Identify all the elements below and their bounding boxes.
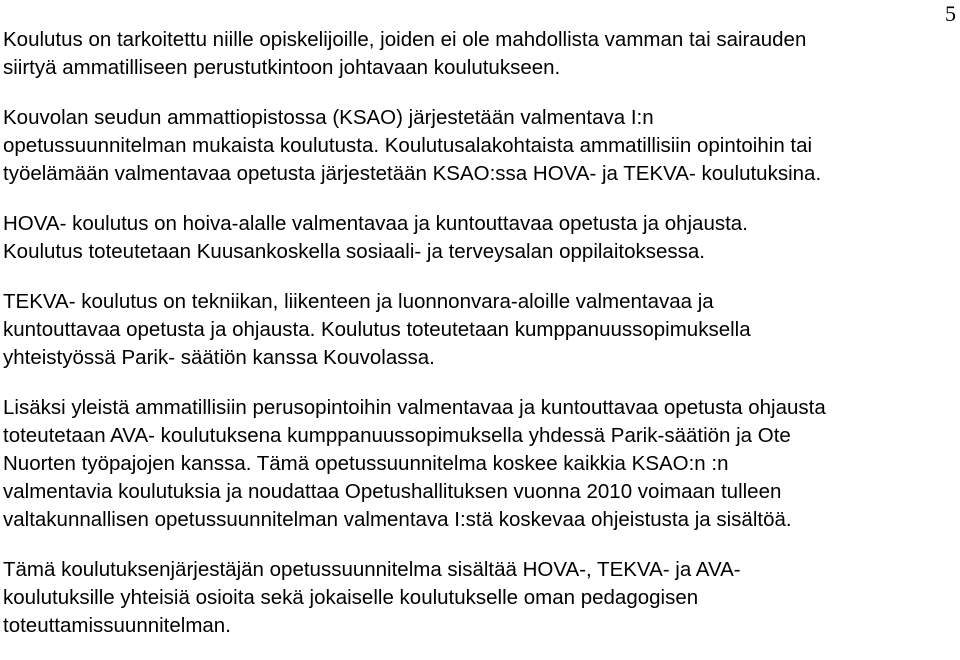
- text-line: Koulutus toteutetaan Kuusankoskella sosiaali- ja terveysalan oppilaitoksessa.: [3, 240, 705, 263]
- paragraph-6: [3, 556, 953, 640]
- text-line: toteuttamissuunnitelman.: [3, 614, 231, 637]
- text-line: Tämä koulutuksenjärjestäjän opetussuunnitelma sisältää HOVA-, TEKVA- ja AVA-: [3, 558, 741, 581]
- paragraph-1: [3, 26, 953, 82]
- text-line: TEKVA- koulutus on tekniikan, liikenteen ja luonnonvara-aloille valmentavaa ja: [3, 290, 714, 313]
- paragraph-2: [3, 104, 953, 188]
- text-line: kuntouttavaa opetusta ja ohjausta. Koulutus toteutetaan kumppanuussopimuksella: [3, 318, 751, 341]
- text-line: opetussuunnitelman mukaista koulutusta. Koulutusalakohtaista ammatillisiin opintoihin tai: [3, 134, 813, 157]
- paragraph-5: [3, 394, 953, 534]
- text-line: HOVA- koulutus on hoiva-alalle valmentavaa ja kuntouttavaa opetusta ja ohjausta.: [3, 212, 748, 235]
- document-body: [3, 26, 953, 640]
- text-line: työelämään valmentavaa opetusta järjestetään KSAO:ssa HOVA- ja TEKVA- koulutuksina.: [3, 162, 822, 185]
- page-number: 5: [945, 1, 956, 26]
- text-line: koulutuksille yhteisiä osioita sekä jokaiselle koulutukselle oman pedagogisen: [3, 586, 699, 609]
- text-line: toteutetaan AVA- koulutuksena kumppanuussopimuksella yhdessä Parik-säätiön ja Ote: [3, 424, 791, 447]
- text-line: Nuorten työpajojen kanssa. Tämä opetussuunnitelma koskee kaikkia KSAO:n :n: [3, 452, 729, 475]
- paragraph-3: [3, 210, 953, 266]
- text-line: Koulutus on tarkoitettu niille opiskelijoille, joiden ei ole mahdollista vamman tai sairauden: [3, 28, 807, 51]
- text-line: siirtyä ammatilliseen perustutkintoon johtavaan koulutukseen.: [3, 56, 561, 79]
- paragraph-4: [3, 288, 953, 372]
- text-line: valmentavia koulutuksia ja noudattaa Opetushallituksen vuonna 2010 voimaan tulleen: [3, 480, 782, 503]
- text-line: valtakunnallisen opetussuunnitelman valmentava I:stä koskevaa ohjeistusta ja sisältöä.: [3, 508, 792, 531]
- text-line: Kouvolan seudun ammattiopistossa (KSAO) järjestetään valmentava I:n: [3, 106, 654, 129]
- text-line: Lisäksi yleistä ammatillisiin perusopintoihin valmentavaa ja kuntouttavaa opetusta ohjausta: [3, 396, 826, 419]
- text-line: yhteistyössä Parik- säätiön kanssa Kouvolassa.: [3, 346, 435, 369]
